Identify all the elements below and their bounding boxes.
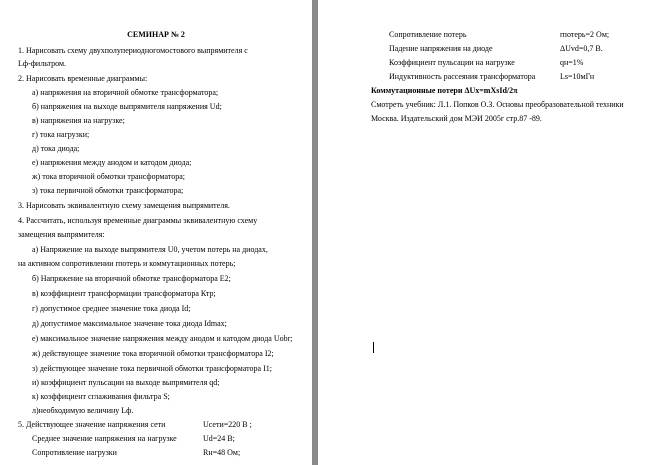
task-line: ж) действующее значение тока вторичной обмотки трансформатора I2; <box>32 349 274 358</box>
task-line: 1. Нарисовать схему двухполупериодногомостового выпрямителя с <box>18 46 248 55</box>
task-line: а) напряжения на вторичной обмотке трансформатора; <box>32 88 219 97</box>
task-line: з) тока первичной обмотки трансформатора; <box>32 186 184 195</box>
task-line: д) тока диода; <box>32 144 80 153</box>
param-value: Ls=10мГн <box>560 72 595 81</box>
param-value: Uсети=220 В ; <box>203 420 252 429</box>
param-label: Падение напряжения на диоде <box>389 44 493 53</box>
param-value: Ud=24 В; <box>203 434 235 443</box>
task-line: б) напряжения на выходе выпрямителя напряжения Ud; <box>32 102 222 111</box>
task-line: на активном сопротивлении rпотерь и коммутационных потерь; <box>18 259 236 268</box>
task-line: г) тока нагрузки; <box>32 130 90 139</box>
task-line: Среднее значение напряжения на нагрузке <box>32 434 177 443</box>
task-line: з) действующее значение тока первичной обмотки трансформатора I1; <box>32 364 272 373</box>
task-line: г) допустимое среднее значение тока диода Id; <box>32 304 191 313</box>
task-line: Lф-фильтром. <box>18 59 67 68</box>
task-line: 4. Рассчитать, используя временные диаграммы эквивалентную схему <box>18 216 258 225</box>
document-page-right[interactable] <box>318 0 666 465</box>
text-cursor <box>373 342 374 353</box>
task-line: замещения выпрямителя: <box>18 230 105 239</box>
param-value: qн=1% <box>560 58 584 67</box>
param-label: Индуктивность рассеяния трансформатора <box>389 72 536 81</box>
task-line: в) коэффициент трансформации трансформатора Ктр; <box>32 289 216 298</box>
task-line: д) допустимое максимальное значение тока диода Idmax; <box>32 319 227 328</box>
param-value: rпотерь=2 Ом; <box>560 30 610 39</box>
seminar-title: СЕМИНАР № 2 <box>127 30 185 39</box>
reference-line: Москва. Издательский дом МЭИ 2005г стр.87 -89. <box>371 114 542 123</box>
document-page-left[interactable] <box>0 0 312 465</box>
reference-line: Смотреть учебник: Л.1. Попков О.З. Основы преобразовательной техники <box>371 100 624 109</box>
task-line: 2. Нарисовать временные диаграммы: <box>18 74 148 83</box>
task-line: и) коэффициент пульсации на выходе выпрямителя qd; <box>32 378 220 387</box>
param-value: ΔUvd=0,7 В. <box>560 44 603 53</box>
task-line: а) Напряжение на выходе выпрямителя U0, учетом потерь на диодах, <box>32 245 268 254</box>
task-line: б) Напряжение на вторичной обмотке трансформатора E2; <box>32 274 231 283</box>
param-value: Rн=48 Ом; <box>203 448 241 457</box>
task-line: к) коэффициент сглаживания фильтра S; <box>32 392 170 401</box>
param-label: Сопротивление потерь <box>389 30 467 39</box>
task-line: в) напряжения на нагрузке; <box>32 116 125 125</box>
task-line: е) напряжения между анодом и катодом диода; <box>32 158 192 167</box>
task-line: Сопротивление нагрузки <box>32 448 117 457</box>
task-line: ж) тока вторичной обмотки трансформатора; <box>32 172 185 181</box>
param-label: Коэффициент пульсации на нагрузке <box>389 58 515 67</box>
task-line: 5. Действующее значение напряжения сети <box>18 420 166 429</box>
task-line: л)необходимую величину Lф. <box>32 406 134 415</box>
commutation-losses: Коммутационные потери ΔUx=mXsId/2π <box>371 86 518 95</box>
task-line: е) максимальное значение напряжения между анодом и катодом диода Uobr; <box>32 334 293 343</box>
task-line: 3. Нарисовать эквивалентную схему замещения выпрямителя. <box>18 201 230 210</box>
